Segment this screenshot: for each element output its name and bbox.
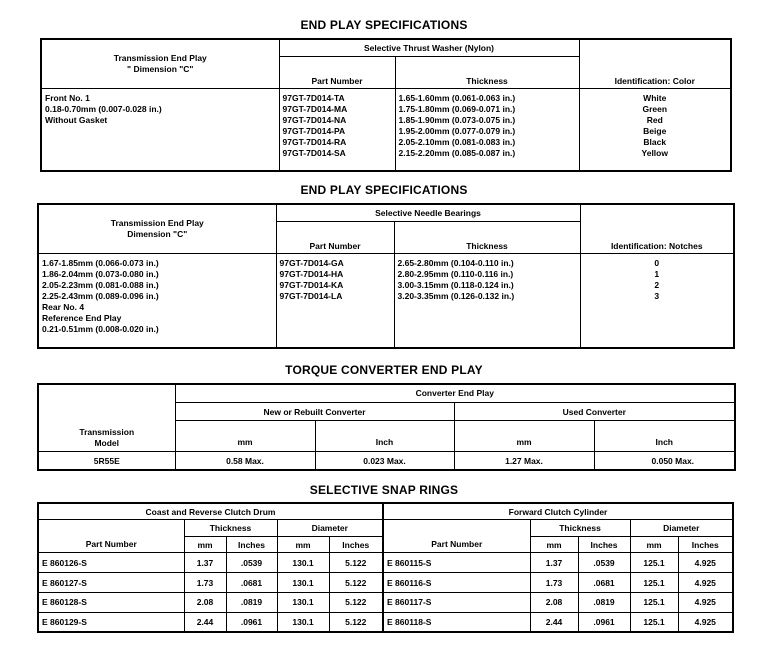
left-part-number: E 860127-S	[38, 573, 184, 593]
used-inch-header: Inch	[594, 421, 735, 452]
new-inch-value: 0.023 Max.	[315, 452, 454, 470]
new-converter-header: New or Rebuilt Converter	[175, 402, 454, 420]
cell: 130.1	[277, 612, 329, 632]
cell: .0961	[226, 612, 277, 632]
right-thickness-header: Thickness	[530, 520, 630, 537]
cell: 5.122	[329, 612, 383, 632]
table-row	[38, 573, 733, 593]
dimension-cell: Front No. 1 0.18-0.70mm (0.007-0.028 in.) Without Gasket	[41, 88, 279, 171]
part-number-list: 97GT-7D014-GA 97GT-7D014-HA 97GT-7D014-KA 97GT-7D014-LA	[276, 253, 394, 348]
right-diameter-header: Diameter	[630, 520, 733, 537]
torque-converter-table	[37, 383, 736, 471]
dimension-header: Transmission End Play " Dimension "C"	[41, 39, 279, 88]
forward-clutch-header: Forward Clutch Cylinder	[383, 503, 733, 520]
right-part-number-header: Part Number	[383, 520, 530, 553]
right-part-number: E 860117-S	[383, 592, 530, 612]
right-part-number: E 860118-S	[383, 612, 530, 632]
snap-rings-table	[37, 502, 734, 633]
left-part-number-header: Part Number	[38, 520, 184, 553]
dimension-header: Transmission End Play Dimension "C"	[38, 204, 276, 253]
left-part-number: E 860126-S	[38, 553, 184, 573]
dimension-cell: 1.67-1.85mm (0.066-0.073 in.) 1.86-2.04mm (0.073-0.080 in.) 2.05-2.23mm (0.081-0.088 in.) 2.25-2.43mm (0.089-0.096 in.) Rear No. 4 Reference End Play 0.21-0.51mm (0.008-0.020 in.)	[38, 253, 276, 348]
cell: 4.925	[678, 592, 733, 612]
left-thk-in-header: Inches	[226, 536, 277, 553]
cell: 130.1	[277, 553, 329, 573]
section2-title: END PLAY SPECIFICATIONS	[300, 183, 468, 197]
cell: 125.1	[630, 592, 678, 612]
thickness-header: Thickness	[395, 56, 579, 88]
cell: 130.1	[277, 592, 329, 612]
cell: .0681	[578, 573, 630, 593]
cell: 1.37	[184, 553, 226, 573]
part-number-header: Part Number	[276, 221, 394, 253]
left-dia-mm-header: mm	[277, 536, 329, 553]
cell: 2.08	[184, 592, 226, 612]
needle-bearing-group-header: Selective Needle Bearings	[276, 204, 580, 221]
table-row	[38, 592, 733, 612]
right-thk-mm-header: mm	[530, 536, 578, 553]
cell: 1.73	[530, 573, 578, 593]
section3-title: TORQUE CONVERTER END PLAY	[285, 363, 483, 377]
right-dia-in-header: Inches	[678, 536, 733, 553]
ident-notches-header: Identification: Notches	[580, 204, 734, 253]
cell: 4.925	[678, 612, 733, 632]
cell: 4.925	[678, 573, 733, 593]
cell: 1.37	[530, 553, 578, 573]
new-mm-value: 0.58 Max.	[175, 452, 315, 470]
color-list: White Green Red Beige Black Yellow	[579, 88, 731, 171]
cell: 125.1	[630, 573, 678, 593]
cell: 5.122	[329, 553, 383, 573]
cell: 5.122	[329, 592, 383, 612]
section1-title: END PLAY SPECIFICATIONS	[300, 18, 468, 32]
new-inch-header: Inch	[315, 421, 454, 452]
new-mm-header: mm	[175, 421, 315, 452]
needle-bearing-table	[37, 203, 735, 349]
cell: .0681	[226, 573, 277, 593]
left-thickness-header: Thickness	[184, 520, 277, 537]
model-header: Transmission Model	[38, 384, 175, 452]
left-diameter-header: Diameter	[277, 520, 383, 537]
coast-reverse-drum-header: Coast and Reverse Clutch Drum	[38, 503, 383, 520]
ident-color-header: Identification: Color	[579, 39, 731, 88]
cell: .0539	[578, 553, 630, 573]
part-number-list: 97GT-7D014-TA 97GT-7D014-MA 97GT-7D014-NA 97GT-7D014-PA 97GT-7D014-RA 97GT-7D014-SA	[279, 88, 395, 171]
cell: 2.08	[530, 592, 578, 612]
thrust-washer-group-header: Selective Thrust Washer (Nylon)	[279, 39, 579, 56]
cell: 130.1	[277, 573, 329, 593]
cell: 125.1	[630, 553, 678, 573]
left-part-number: E 860129-S	[38, 612, 184, 632]
used-converter-header: Used Converter	[454, 402, 735, 420]
used-inch-value: 0.050 Max.	[594, 452, 735, 470]
thickness-list: 1.65-1.60mm (0.061-0.063 in.) 1.75-1.80mm (0.069-0.071 in.) 1.85-1.90mm (0.073-0.075 in.) 1.95-2.00mm (0.077-0.079 in.) 2.05-2.10mm (0.081-0.083 in.) 2.15-2.20mm (0.085-0.087 in.)	[395, 88, 579, 171]
cell: .0539	[226, 553, 277, 573]
right-part-number: E 860116-S	[383, 573, 530, 593]
left-dia-in-header: Inches	[329, 536, 383, 553]
used-mm-header: mm	[454, 421, 594, 452]
table-row	[38, 553, 733, 573]
thrust-washer-table	[40, 38, 732, 172]
cell: 1.73	[184, 573, 226, 593]
section4-title: SELECTIVE SNAP RINGS	[309, 483, 459, 497]
cell: 4.925	[678, 553, 733, 573]
cell: 2.44	[530, 612, 578, 632]
cell: .0819	[226, 592, 277, 612]
table-row	[38, 612, 733, 632]
cell: 2.44	[184, 612, 226, 632]
cell: 125.1	[630, 612, 678, 632]
used-mm-value: 1.27 Max.	[454, 452, 594, 470]
cell: 5.122	[329, 573, 383, 593]
notch-list: 0 1 2 3	[580, 253, 734, 348]
right-dia-mm-header: mm	[630, 536, 678, 553]
left-part-number: E 860128-S	[38, 592, 184, 612]
right-thk-in-header: Inches	[578, 536, 630, 553]
thickness-header: Thickness	[394, 221, 580, 253]
model-value: 5R55E	[38, 452, 175, 470]
converter-end-play-header: Converter End Play	[175, 384, 735, 402]
left-thk-mm-header: mm	[184, 536, 226, 553]
right-part-number: E 860115-S	[383, 553, 530, 573]
cell: .0961	[578, 612, 630, 632]
thickness-list: 2.65-2.80mm (0.104-0.110 in.) 2.80-2.95mm (0.110-0.116 in.) 3.00-3.15mm (0.118-0.124 in.) 3.20-3.35mm (0.126-0.132 in.)	[394, 253, 580, 348]
cell: .0819	[578, 592, 630, 612]
part-number-header: Part Number	[279, 56, 395, 88]
